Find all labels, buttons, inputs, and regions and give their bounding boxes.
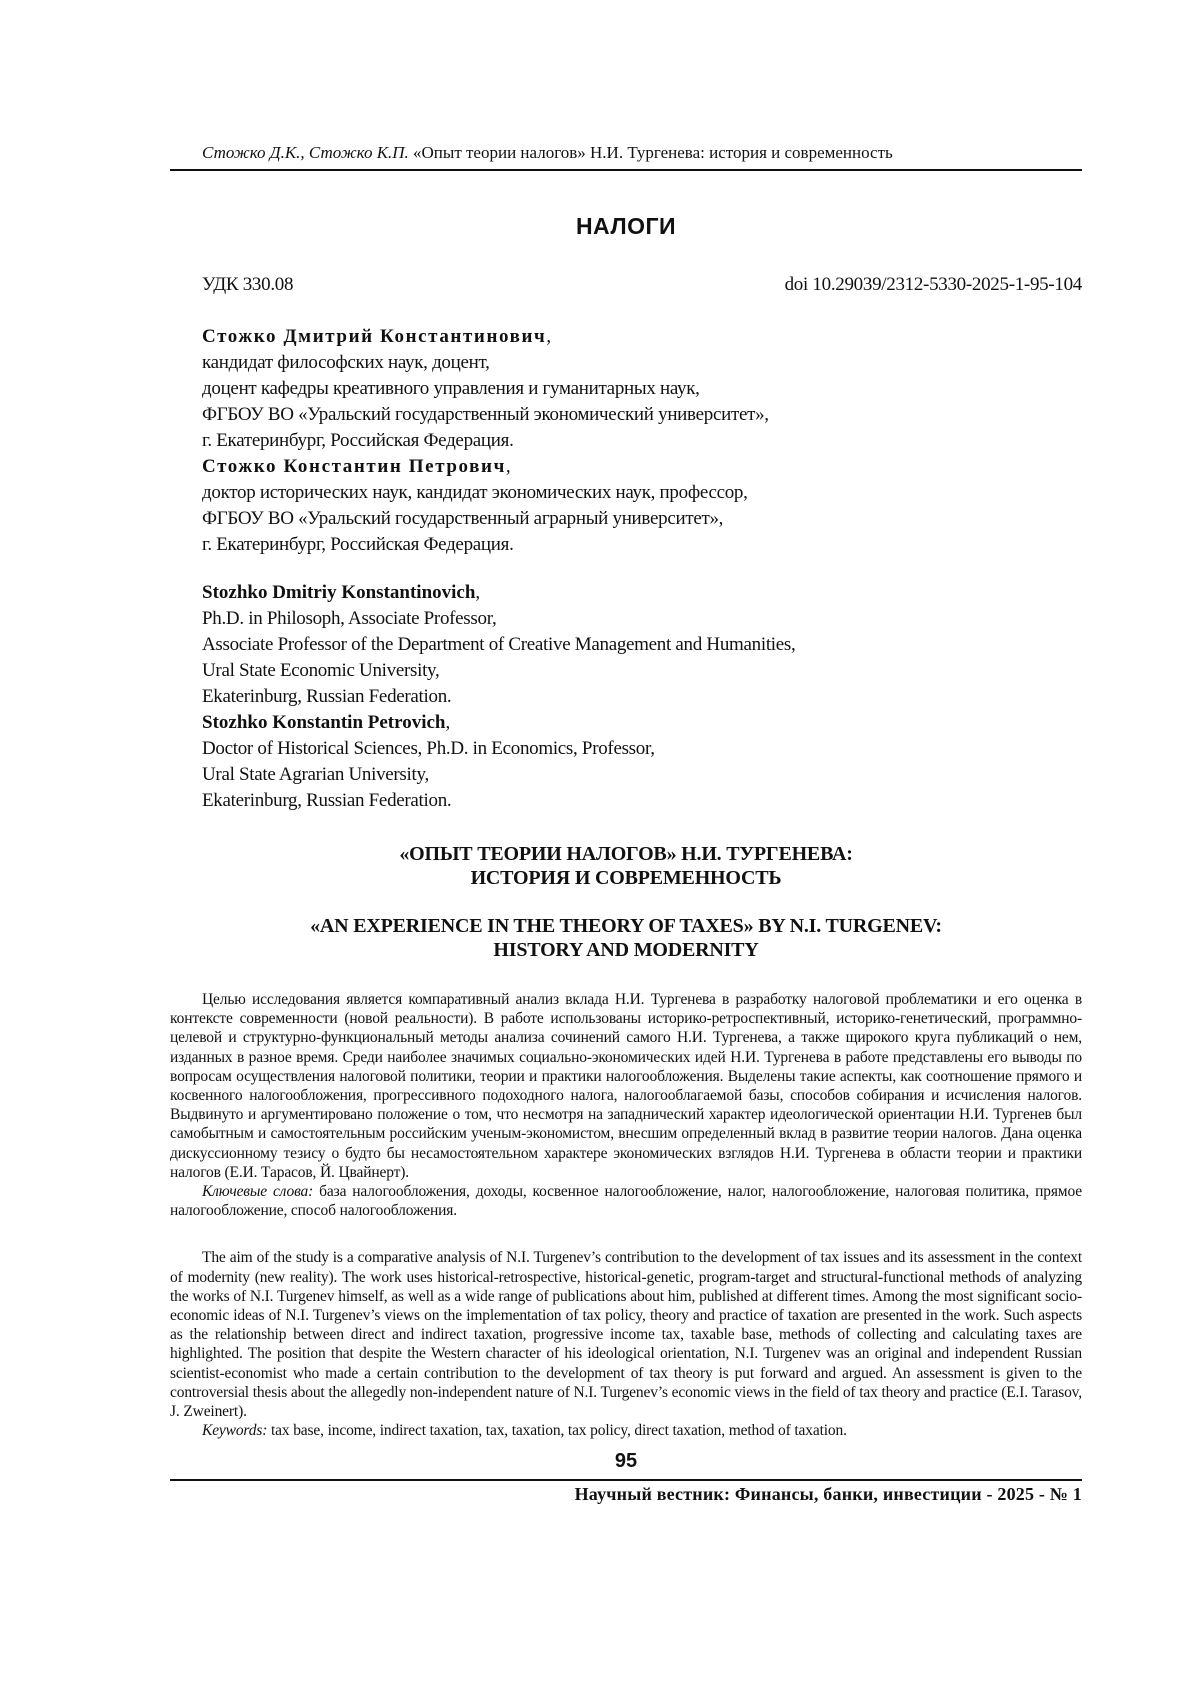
author-affiliation-line: г. Екатеринбург, Российская Федерация. (202, 430, 514, 451)
running-header-authors: Стожко Д.К., Стожко К.П. (202, 143, 409, 162)
author-affiliation-line: ФГБОУ ВО «Уральский государственный аграрный университет», (202, 508, 724, 529)
author-affiliation-line: доктор исторических наук, кандидат экономических наук, профессор, (202, 482, 748, 503)
author-affiliation-line: Doctor of Historical Sciences, Ph.D. in Economics, Professor, (202, 738, 655, 759)
author-affiliation-line: Ural State Agrarian University, (202, 764, 429, 785)
author-affiliation-line: г. Екатеринбург, Российская Федерация. (202, 534, 514, 555)
abstract-text: Целью исследования является компаративный анализ вклада Н.И. Тургенева в разработку налоговой проблематики и его оценка в контексте современности (новой реальности). В работе использованы историко-ретроспективный, историко-генетический, программно-целевой и структурно-функциональный методы анализа сочинений самого Н.И. Тургенева, а также щирокого круга публикаций о нем, изданных в разное время. Среди наиболее значимых социально-экономических идей Н.И. Тургенева в работе представлены его выводы по вопросам осуществления налоговой политики, теории и практики налогообложения. Выделены такие аспекты, как соотношение прямого и косвенного налогообложения, прогрессивного подоходного налога, налогооблагаемой базы, способов собирания и исчисления налогов. Выдвинуто и аргументировано положение о том, что несмотря на западнический характер идеологической ориентации Н.И. Тургенев был самобытным и самостоятельным российским ученым-экономистом, внесшим определенный вклад в развитие теории налогов. Дана оценка дискуссионному тезису о будто бы несамостоятельном характере экономических взглядов Н.И. Тургенева в области теории и практики налогов (Е.И. Тарасов, Й. Цвайнерт). (170, 991, 1082, 1181)
author-affiliation-line: кандидат философских наук, доцент, (202, 352, 490, 373)
title-line: HISTORY AND MODERNITY (493, 939, 759, 961)
author-ru-1: Стожко Дмитрий Константинович, кандидат философских наук, доцент, доцент кафедры креативного управления и гуманитарных наук, ФГБОУ ВО «Уральский государственный экономический университет», г. Екатеринбург, Российская Федерация. (202, 324, 1082, 454)
author-affiliation-line: Ekaterinburg, Russian Federation. (202, 686, 452, 707)
keywords-list: tax base, income, indirect taxation, tax, taxation, tax policy, direct taxation, method of taxation. (270, 1422, 847, 1440)
article-title-en (170, 914, 1082, 962)
running-header-title: «Опыт теории налогов» Н.И. Тургенева: история и современность (413, 143, 893, 162)
running-header (170, 142, 1082, 171)
author-affiliation-line: Ekaterinburg, Russian Federation. (202, 790, 452, 811)
article-title-ru (170, 842, 1082, 890)
abstract-ru (170, 990, 1082, 1220)
author-en-2: Stozhko Konstantin Petrovich, Doctor of Historical Sciences, Ph.D. in Economics, Professor, Ural State Agrarian University, Ekaterinburg, Russian Federation. (202, 710, 1082, 814)
identifiers-row (170, 274, 1082, 296)
abstract-text: The aim of the study is a comparative analysis of N.I. Turgenev’s contribution to the development of tax issues and its assessment in the context of modernity (new reality). The work uses historical-retrospective, historical-genetic, program-target and structural-functional methods of analyzing the works of N.I. Turgenev himself, as well as a wide range of publications about him, published at different times. Among the most significant socio-economic ideas of N.I. Turgenev’s views on the implementation of tax policy, theory and practice of taxation are presented in the work. Such aspects as the relationship between direct and indirect taxation, progressive income tax, taxable base, methods of collecting and calculating taxes are highlighted. The position that despite the Western character of his ideological orientation, N.I. Turgenev was an original and independent Russian scientist-economist who made a certain contribution to the development of tax theory is put forward and argued. An assessment is given to the controversial thesis about the allegedly non-independent nature of N.I. Turgenev’s economic views in the field of tax theory and practice (E.I. Tarasov, J. Zweinert). (170, 1249, 1082, 1421)
author-affiliation-line: Ph.D. in Philosoph, Associate Professor, (202, 608, 497, 629)
authors-en (170, 580, 1082, 814)
page-number: 95 (614, 1450, 638, 1473)
author-affiliation-line: Associate Professor of the Department of Creative Management and Humanities, (202, 634, 796, 655)
keywords-label: Ключевые слова: (202, 1183, 314, 1201)
abstract-en (170, 1248, 1082, 1440)
journal-page (170, 142, 1082, 1505)
keywords-paragraph (170, 1182, 1082, 1220)
journal-footer: Научный вестник: Финансы, банки, инвестиции - 2025 - № 1 (170, 1479, 1082, 1505)
author-affiliation-line: Ural State Economic University, (202, 660, 440, 681)
keywords-label: Keywords: (202, 1422, 268, 1440)
author-name: Стожко Дмитрий Константинович (202, 326, 547, 347)
title-line: «ОПЫТ ТЕОРИИ НАЛОГОВ» Н.И. ТУРГЕНЕВА: (399, 843, 853, 865)
author-affiliation-line: доцент кафедры креативного управления и гуманитарных наук, (202, 378, 700, 399)
udk-code: УДК 330.08 (202, 274, 294, 295)
keywords-list: база налогообложения, доходы, косвенное налогообложение, налог, налогообложение, налоговая политика, прямое налогообложение, способ налогообложения. (170, 1183, 1082, 1220)
title-line: «AN EXPERIENCE IN THE THEORY OF TAXES» BY N.I. TURGENEV: (310, 915, 942, 937)
author-affiliation-line: ФГБОУ ВО «Уральский государственный экономический университет», (202, 404, 769, 425)
author-name: Stozhko Dmitriy Konstantinovich (202, 582, 476, 603)
authors-ru (170, 324, 1082, 558)
author-name: Stozhko Konstantin Petrovich (202, 712, 446, 733)
section-title: НАЛОГИ (575, 213, 677, 239)
title-line: ИСТОРИЯ И СОВРЕМЕННОСТЬ (470, 867, 782, 889)
author-ru-2: Стожко Константин Петрович, доктор исторических наук, кандидат экономических наук, профессор, ФГБОУ ВО «Уральский государственный аграрный университет», г. Екатеринбург, Российская Федерация. (202, 454, 1082, 558)
author-name: Стожко Константин Петрович (202, 456, 506, 477)
keywords-paragraph (170, 1421, 1082, 1440)
author-en-1: Stozhko Dmitriy Konstantinovich, Ph.D. in Philosoph, Associate Professor, Associate Professor of the Department of Creative Management and Humanities, Ural State Economic University, Ekaterinburg, Russian Federation. (202, 580, 1082, 710)
doi-code: doi 10.29039/2312-5330-2025-1-95-104 (784, 274, 1082, 295)
